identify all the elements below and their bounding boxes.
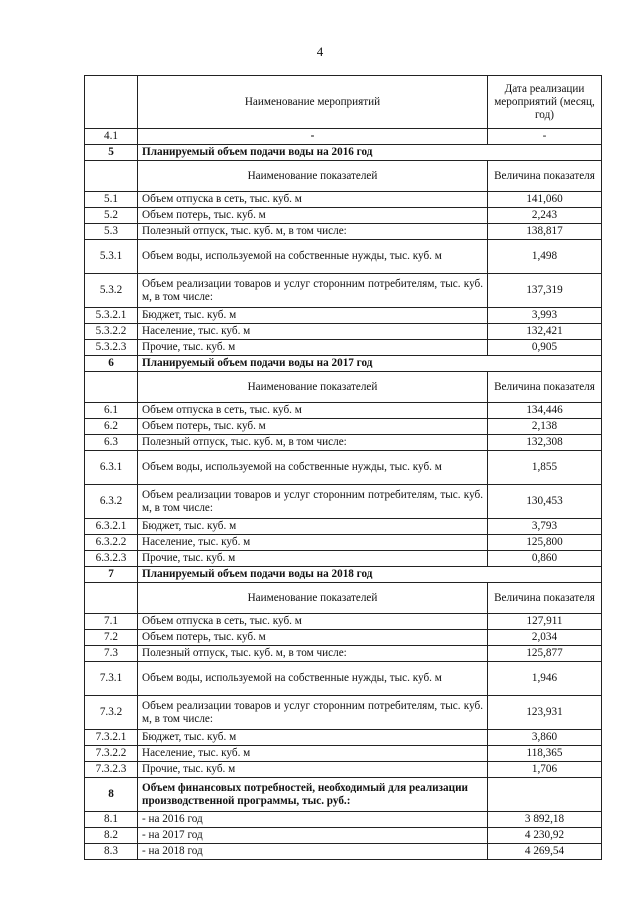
table-row [85, 614, 602, 630]
table-row [85, 696, 602, 730]
subheader-name: Наименование показателей [138, 161, 488, 192]
row-name: Объем потерь, тыс. куб. м [138, 419, 488, 435]
table-row [85, 746, 602, 762]
row-value: 4 269,54 [488, 844, 602, 860]
section-num: 5 [85, 145, 138, 161]
table-row [85, 208, 602, 224]
section-title: Планируемый объем подачи воды на 2017 год [138, 356, 602, 372]
row-num: 6.3 [85, 435, 138, 451]
finance-num: 8 [85, 778, 138, 812]
subheader-num-cell [85, 161, 138, 192]
row-value: 137,319 [488, 274, 602, 308]
row-value: 1,946 [488, 662, 602, 696]
finance-empty-cell [488, 778, 602, 812]
row-value: 3,793 [488, 519, 602, 535]
row-name: - на 2017 год [138, 828, 488, 844]
row-name: Объем отпуска в сеть, тыс. куб. м [138, 192, 488, 208]
table-body [85, 76, 602, 860]
row-name: - на 2018 год [138, 844, 488, 860]
header-date-cell: Дата реализации мероприятий (месяц, год) [488, 76, 602, 129]
row-num: 6.1 [85, 403, 138, 419]
row-value: 125,877 [488, 646, 602, 662]
table-row [85, 535, 602, 551]
row-num: 7.2 [85, 630, 138, 646]
row-value: - [488, 129, 602, 145]
row-num: 8.2 [85, 828, 138, 844]
row-name: Население, тыс. куб. м [138, 746, 488, 762]
row-num: 5.2 [85, 208, 138, 224]
row-value: 125,800 [488, 535, 602, 551]
table-row [85, 340, 602, 356]
subheader-num-cell [85, 372, 138, 403]
section-num: 7 [85, 567, 138, 583]
row-name: Объем потерь, тыс. куб. м [138, 208, 488, 224]
row-num: 5.3.2 [85, 274, 138, 308]
subheader-name: Наименование показателей [138, 372, 488, 403]
row-name: Прочие, тыс. куб. м [138, 551, 488, 567]
row-value: 3 892,18 [488, 812, 602, 828]
row-name: Объем реализации товаров и услуг сторонним потребителям, тыс. куб. м, в том числе: [138, 696, 488, 730]
row-num: 7.3 [85, 646, 138, 662]
table-row [85, 224, 602, 240]
header-name-cell: Наименование мероприятий [138, 76, 488, 129]
row-num: 7.3.2.2 [85, 746, 138, 762]
row-name: Полезный отпуск, тыс. куб. м, в том числе: [138, 224, 488, 240]
row-num: 8.1 [85, 812, 138, 828]
section-title-row [85, 567, 602, 583]
row-name: Объем отпуска в сеть, тыс. куб. м [138, 614, 488, 630]
table-row [85, 240, 602, 274]
row-num: 7.3.2.1 [85, 730, 138, 746]
row-value: 0,905 [488, 340, 602, 356]
row-name: Прочие, тыс. куб. м [138, 762, 488, 778]
table-row [85, 274, 602, 308]
row-value: 3,993 [488, 308, 602, 324]
row-value: 1,855 [488, 451, 602, 485]
table-row [85, 308, 602, 324]
table-row [85, 324, 602, 340]
row-value: 127,911 [488, 614, 602, 630]
row-value: 0,860 [488, 551, 602, 567]
row-num: 5.3 [85, 224, 138, 240]
row-num: 6.3.1 [85, 451, 138, 485]
row-num: 5.3.2.1 [85, 308, 138, 324]
row-name: Полезный отпуск, тыс. куб. м, в том числе: [138, 435, 488, 451]
row-name: Объем воды, используемой на собственные нужды, тыс. куб. м [138, 240, 488, 274]
row-num: 6.3.2.1 [85, 519, 138, 535]
row-name: Население, тыс. куб. м [138, 324, 488, 340]
subheader-row [85, 583, 602, 614]
row-num: 4.1 [85, 129, 138, 145]
row-name: Бюджет, тыс. куб. м [138, 730, 488, 746]
section-title: Планируемый объем подачи воды на 2016 год [138, 145, 602, 161]
table-row [85, 646, 602, 662]
table-row [85, 762, 602, 778]
table-row [85, 192, 602, 208]
finance-title-row [85, 778, 602, 812]
section-title: Планируемый объем подачи воды на 2018 год [138, 567, 602, 583]
row-num: 6.3.2 [85, 485, 138, 519]
table-row [85, 419, 602, 435]
subheader-name: Наименование показателей [138, 583, 488, 614]
row-num: 7.3.2.3 [85, 762, 138, 778]
finance-title: Объем финансовых потребностей, необходимый для реализации производственной программы, тыс. руб.: [138, 778, 488, 812]
page-number: 4 [316, 44, 324, 59]
table-row [85, 519, 602, 535]
row-value: 123,931 [488, 696, 602, 730]
table-row [85, 403, 602, 419]
row-num: 5.3.1 [85, 240, 138, 274]
row-num: 8.3 [85, 844, 138, 860]
subheader-num-cell [85, 583, 138, 614]
row-value: 4 230,92 [488, 828, 602, 844]
subheader-value: Величина показателя [488, 372, 602, 403]
row-value: 134,446 [488, 403, 602, 419]
row-name: Прочие, тыс. куб. м [138, 340, 488, 356]
header-num-cell [85, 76, 138, 129]
table-row [85, 844, 602, 860]
row-value: 132,308 [488, 435, 602, 451]
table-row [85, 828, 602, 844]
row-name: Объем воды, используемой на собственные нужды, тыс. куб. м [138, 662, 488, 696]
row-num: 5.1 [85, 192, 138, 208]
row-value: 130,453 [488, 485, 602, 519]
table-row [85, 812, 602, 828]
table-row [85, 630, 602, 646]
row-name: Объем потерь, тыс. куб. м [138, 630, 488, 646]
row-name: Объем воды, используемой на собственные нужды, тыс. куб. м [138, 451, 488, 485]
table-row [85, 451, 602, 485]
row-num: 7.1 [85, 614, 138, 630]
row-num: 6.2 [85, 419, 138, 435]
row-name: - [138, 129, 488, 145]
row-num: 6.3.2.2 [85, 535, 138, 551]
row-num: 5.3.2.3 [85, 340, 138, 356]
table-row [85, 435, 602, 451]
row-num: 6.3.2.3 [85, 551, 138, 567]
table-header-row [85, 76, 602, 129]
row-num: 7.3.1 [85, 662, 138, 696]
row-num: 7.3.2 [85, 696, 138, 730]
subheader-value: Величина показателя [488, 583, 602, 614]
subheader-row [85, 161, 602, 192]
row-value: 118,365 [488, 746, 602, 762]
table-row [85, 129, 602, 145]
row-value: 138,817 [488, 224, 602, 240]
row-value: 132,421 [488, 324, 602, 340]
row-value: 2,138 [488, 419, 602, 435]
row-value: 3,860 [488, 730, 602, 746]
section-title-row [85, 145, 602, 161]
program-table [84, 75, 602, 860]
row-name: Полезный отпуск, тыс. куб. м, в том числе: [138, 646, 488, 662]
row-name: Население, тыс. куб. м [138, 535, 488, 551]
row-name: - на 2016 год [138, 812, 488, 828]
row-name: Бюджет, тыс. куб. м [138, 308, 488, 324]
row-value: 1,498 [488, 240, 602, 274]
row-num: 5.3.2.2 [85, 324, 138, 340]
table-row [85, 551, 602, 567]
row-name: Объем реализации товаров и услуг сторонним потребителям, тыс. куб. м, в том числе: [138, 485, 488, 519]
row-value: 1,706 [488, 762, 602, 778]
table-row [85, 730, 602, 746]
subheader-value: Величина показателя [488, 161, 602, 192]
row-value: 2,243 [488, 208, 602, 224]
table-row [85, 662, 602, 696]
subheader-row [85, 372, 602, 403]
section-num: 6 [85, 356, 138, 372]
table-row [85, 485, 602, 519]
row-name: Бюджет, тыс. куб. м [138, 519, 488, 535]
row-name: Объем отпуска в сеть, тыс. куб. м [138, 403, 488, 419]
row-name: Объем реализации товаров и услуг сторонним потребителям, тыс. куб. м, в том числе: [138, 274, 488, 308]
section-title-row [85, 356, 602, 372]
row-value: 2,034 [488, 630, 602, 646]
row-value: 141,060 [488, 192, 602, 208]
